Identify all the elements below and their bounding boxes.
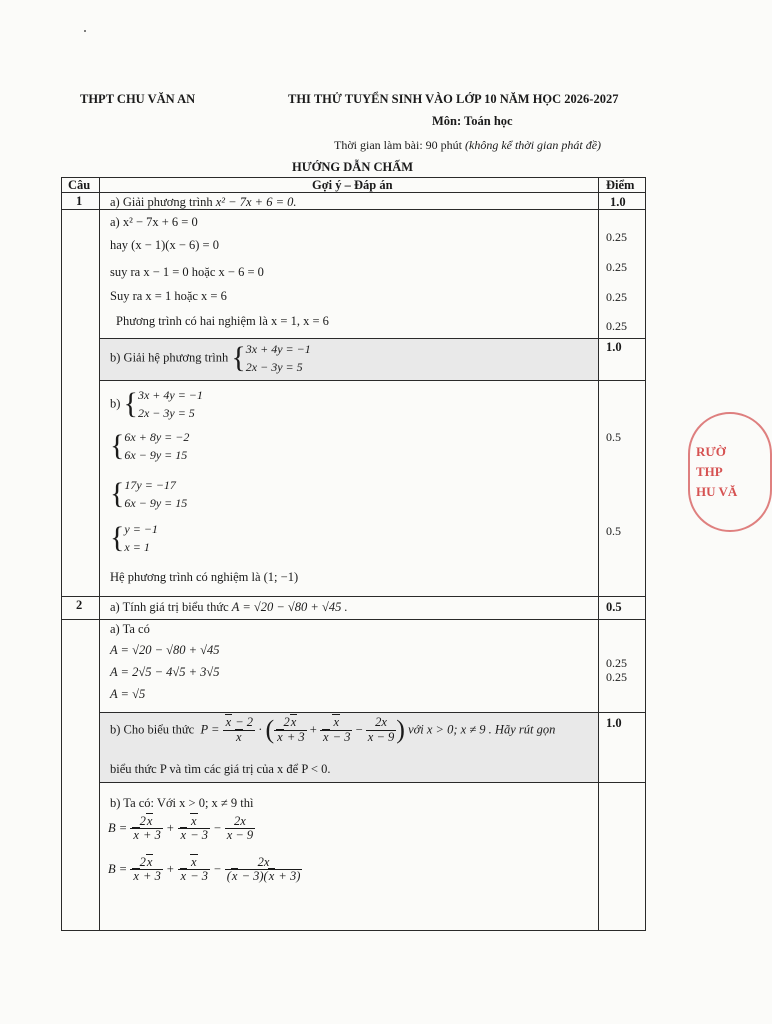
guide-title: HƯỚNG DẪN CHẤM	[292, 160, 414, 174]
prompt-2b-line-2: biểu thức P và tìm các giá trị của x để P < 0.	[110, 762, 331, 776]
solution-1a-line-4: Suy ra x = 1 hoặc x = 6	[110, 289, 227, 303]
solution-2b-expr-1: B = $\frac{2x}{x + 3}$ + $\frac{x}{x - 3}$ − $\frac{2x}{x - 9}$	[108, 814, 254, 843]
score-2a: 0.5	[606, 600, 622, 614]
score-1a: 1.0	[610, 195, 626, 209]
prompt-1b: b) Giải hệ phương trình { 3x + 4y = −1 2x − 3y = 5	[110, 341, 311, 374]
solution-1a-line-5: Phương trình có hai nghiệm là x = 1, x = 6	[116, 314, 329, 328]
solution-1b-system-3: { 17y = −17 6x − 9y = 15	[110, 477, 188, 510]
solution-1a-line-1: a) x² − 7x + 6 = 0	[110, 215, 198, 229]
time-label: Thời gian làm bài: 90 phút	[334, 138, 462, 152]
col-header-question: Câu	[68, 178, 91, 192]
solution-1a-line-2: hay (x − 1)(x − 6) = 0	[110, 238, 219, 252]
score-1b-step-1: 0.5	[606, 430, 621, 444]
prompt-2b: b) Cho biểu thức P = $\frac{x - 2}{x}$ · ( $\frac{2x}{x + 3}$ + $\frac{x}{x - 3}$ − $\frac{2x}{x - 9}$ ) với x > 0; x ≠ 9 . Hãy rút gọn	[110, 715, 556, 744]
score-1a-step-3: 0.25	[606, 290, 627, 304]
prompt-2a: a) Tính giá trị biểu thức A = √20 − √80 + √45 .	[110, 600, 348, 614]
exam-title: THI THỬ TUYỂN SINH VÀO LỚP 10 NĂM HỌC 2026-2027	[288, 92, 619, 106]
score-2a-step-1: 0.25	[606, 656, 627, 670]
solution-2a-line-1: a) Ta có	[110, 622, 150, 636]
score-1b: 1.0	[606, 340, 622, 354]
school-seal: RƯỜ THP HU VĂ	[688, 412, 772, 532]
solution-1b-conclusion: Hệ phương trình có nghiệm là (1; −1)	[110, 570, 299, 584]
time-note: (không kể thời gian phát đề)	[465, 138, 602, 152]
question-number-1: 1	[76, 194, 83, 208]
time-info	[334, 138, 601, 153]
solution-1b-system-4: { y = −1 x = 1	[110, 521, 158, 554]
score-1a-step-1: 0.25	[606, 230, 627, 244]
solution-1b-system-1: b) { 3x + 4y = −1 2x − 3y = 5	[110, 387, 203, 420]
solution-1a-line-3: suy ra x − 1 = 0 hoặc x − 6 = 0	[110, 265, 264, 279]
solution-2a-line-4: A = √5	[110, 687, 146, 701]
question-number-2: 2	[76, 598, 83, 612]
col-header-score: Điểm	[606, 178, 635, 192]
solution-2b-expr-2: B = $\frac{2x}{x + 3}$ + $\frac{x}{x - 3}$ − $\frac{2x}{(x - 3)(x + 3)}$	[108, 855, 301, 884]
scan-speck	[84, 30, 86, 32]
school-name: THPT CHU VĂN AN	[80, 92, 196, 106]
prompt-1a: a) Giải phương trình x² − 7x + 6 = 0.	[110, 195, 297, 209]
solution-2b-line-1: b) Ta có: Với x > 0; x ≠ 9 thì	[110, 796, 254, 810]
subject-label: Môn: Toán học	[432, 114, 513, 128]
solution-2a-line-2: A = √20 − √80 + √45	[110, 643, 220, 657]
solution-2a-line-3: A = 2√5 − 4√5 + 3√5	[110, 665, 220, 679]
col-header-answer: Gợi ý – Đáp án	[312, 178, 393, 192]
score-1b-step-2: 0.5	[606, 524, 621, 538]
score-2a-step-2: 0.25	[606, 670, 627, 684]
score-1a-step-2: 0.25	[606, 260, 627, 274]
score-2b: 1.0	[606, 716, 622, 730]
score-1a-step-4: 0.25	[606, 319, 627, 333]
solution-1b-system-2: { 6x + 8y = −2 6x − 9y = 15	[110, 429, 190, 462]
